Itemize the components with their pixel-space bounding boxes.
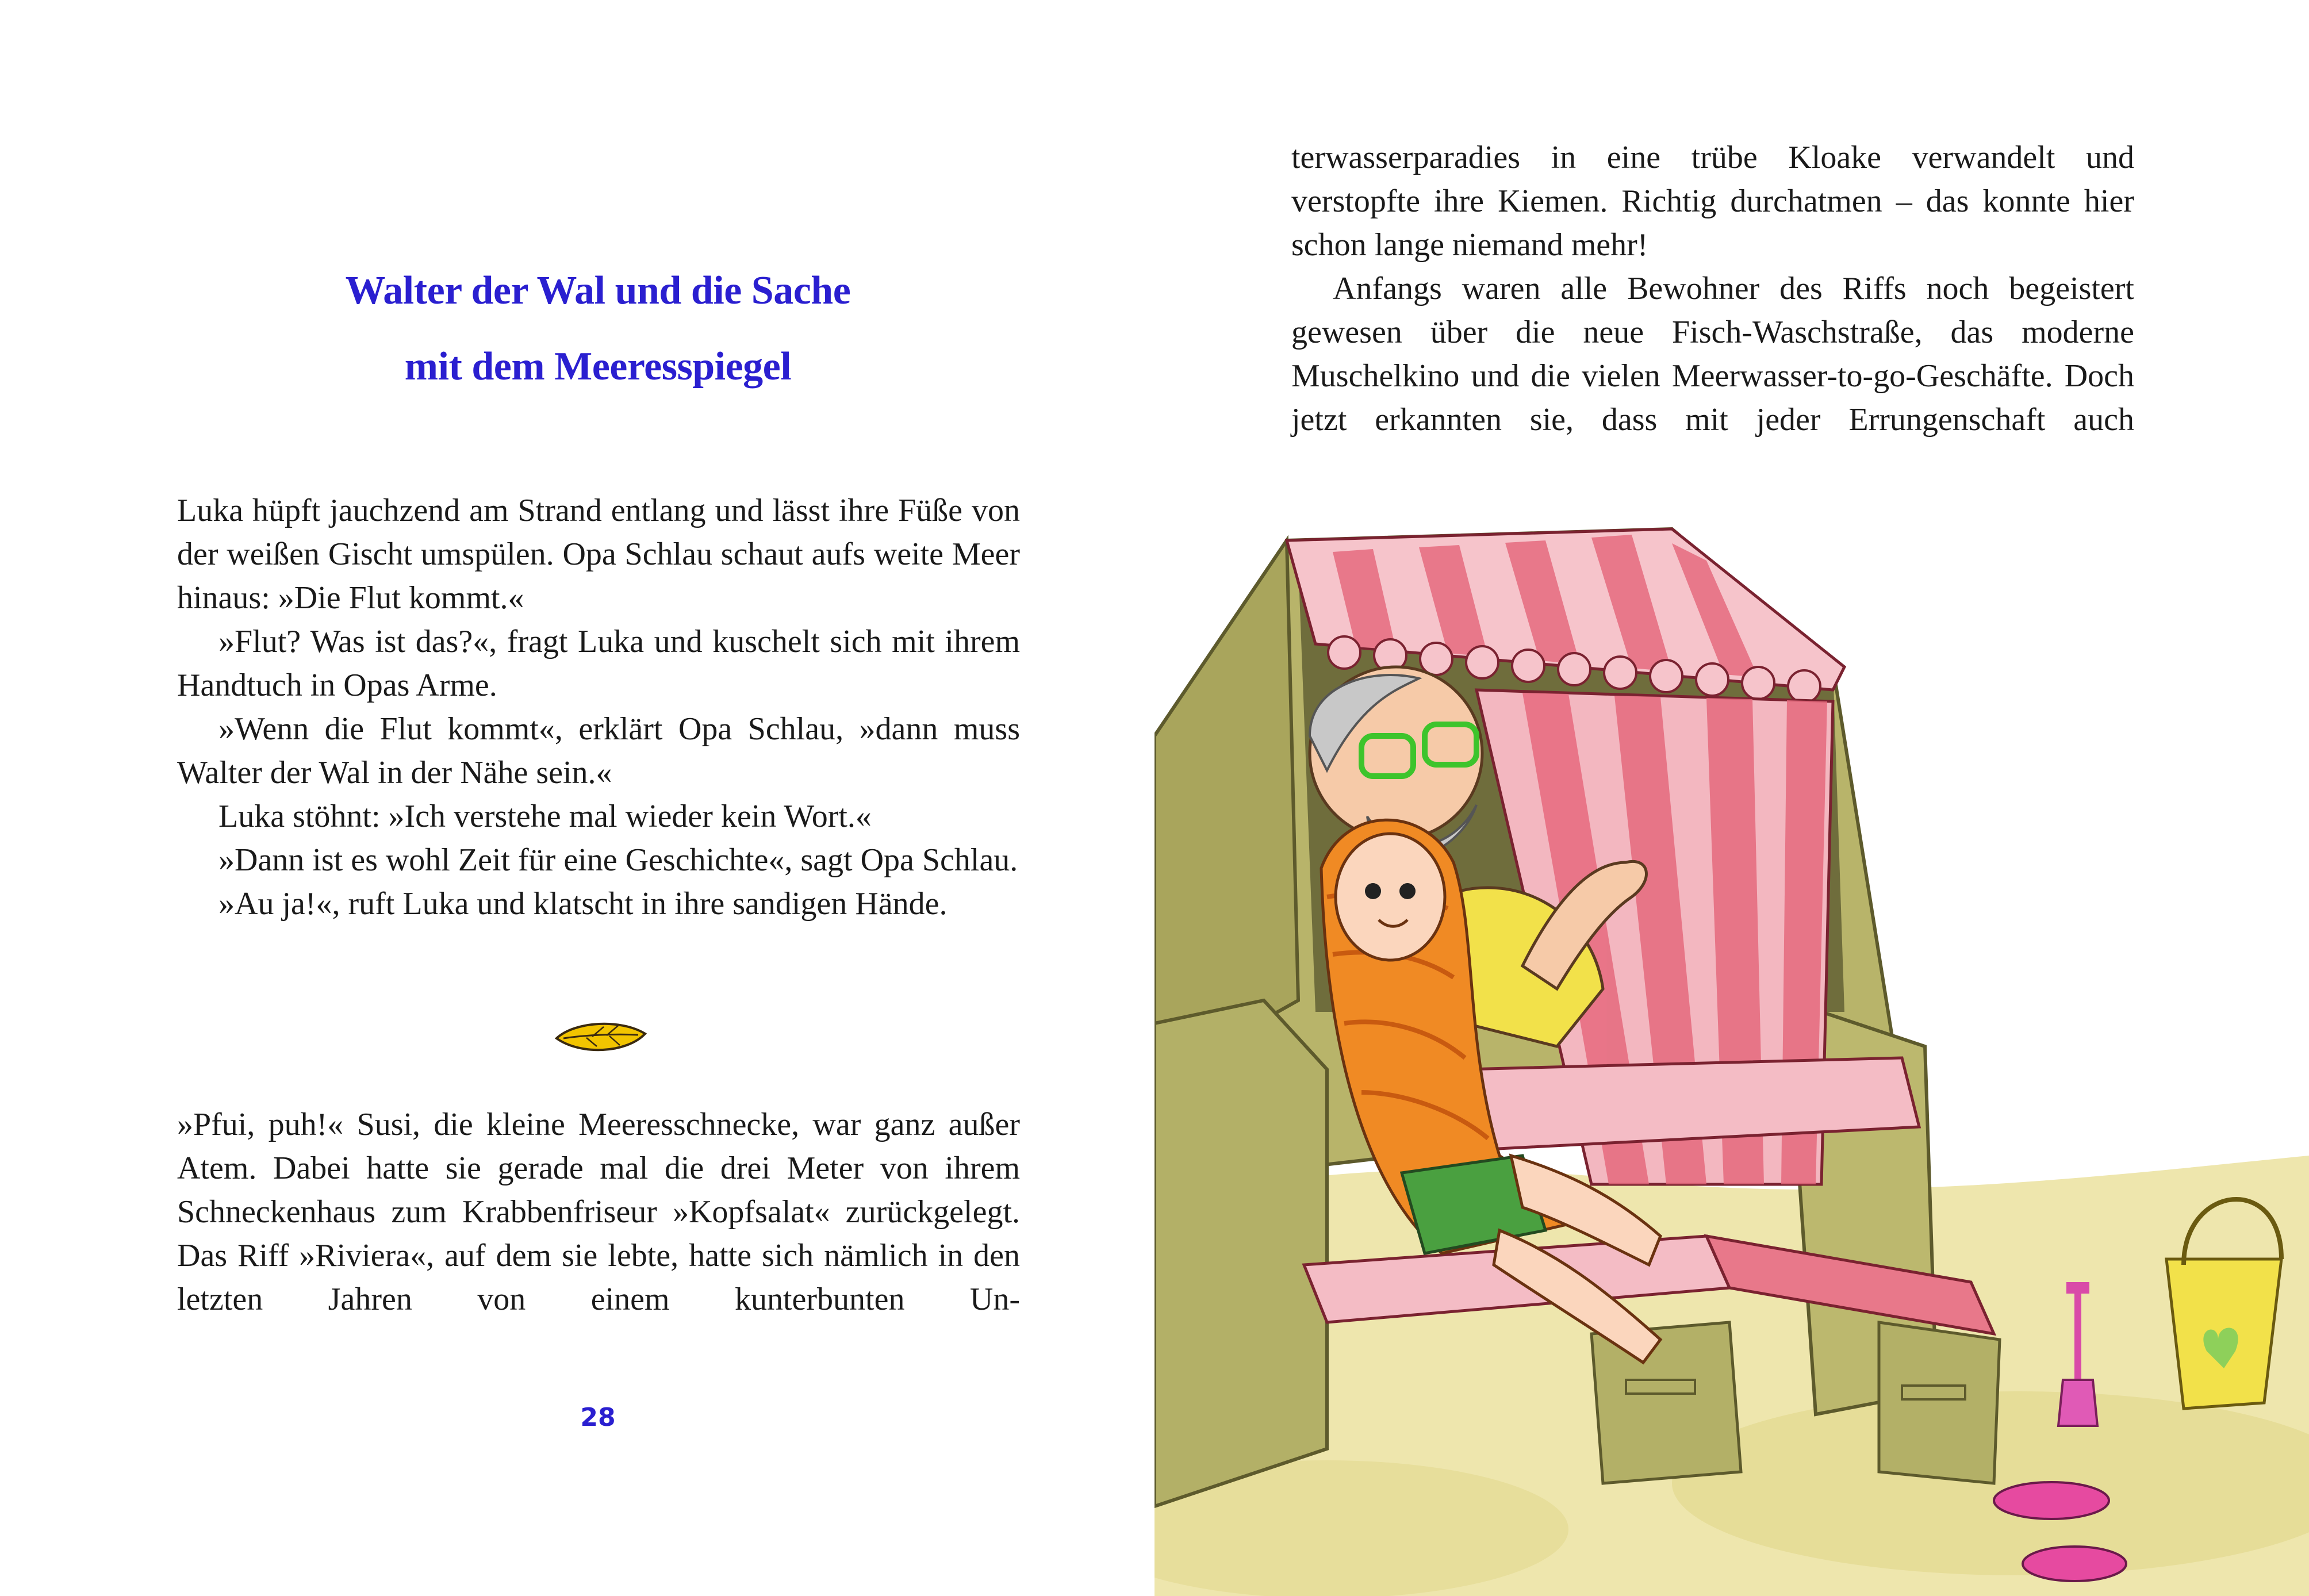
left-page bbox=[0, 0, 1154, 1596]
paragraph: »Au ja!«, ruft Luka und klatscht in ihre sandigen Hände. bbox=[218, 886, 948, 922]
page-number: 28 bbox=[580, 1403, 616, 1432]
paragraph: terwasserparadies in eine trübe Kloake verwandelt und verstopfte ihre Kiemen. Richtig durchatmen – das konnte hier schon lange niemand mehr! bbox=[1291, 140, 2134, 263]
chapter-title-line-2: mit dem Meeresspiegel bbox=[404, 344, 792, 389]
paragraph: Anfangs waren alle Bewohner des Riffs noch begeistert gewesen über die neue Fisch-Waschstraße, das moderne Muschelkino und die vielen Meerwasser-to-go-Geschäfte. Doch jetzt erkannten sie, dass mit jeder Errungenschaft auch bbox=[1291, 271, 2134, 438]
story-intro bbox=[177, 489, 1020, 926]
story-continuation bbox=[1291, 136, 2134, 442]
chapter-title bbox=[172, 253, 1023, 405]
chapter-title-line-1: Walter der Wal und die Sache bbox=[345, 268, 851, 313]
beach-chair-illustration-icon bbox=[1154, 494, 2309, 1596]
leaf-ornament-icon bbox=[552, 1018, 650, 1058]
paragraph: »Flut? Was ist das?«, fragt Luka und kuschelt sich mit ihrem Handtuch in Opas Arme. bbox=[177, 624, 1020, 703]
paragraph: Luka stöhnt: »Ich verstehe mal wieder kein Wort.« bbox=[218, 799, 872, 834]
paragraph: Luka hüpft jauchzend am Strand entlang und lässt ihre Füße von der weißen Gischt umspülen. Opa Schlau schaut aufs weite Meer hinaus: »Die Flut kommt.« bbox=[177, 493, 1020, 616]
story-main bbox=[177, 1103, 1020, 1321]
paragraph: »Pfui, puh!« Susi, die kleine Meeresschnecke, war ganz außer Atem. Dabei hatte sie gerade mal die drei Meter von ihrem Schneckenhaus zum Krabbenfriseur »Kopfsalat« zurückgelegt. Das Riff »Riviera«, auf dem sie lebte, hatte sich nämlich in den letzten Jahren von einem kunterbunten Un- bbox=[177, 1107, 1020, 1317]
paragraph: »Wenn die Flut kommt«, erklärt Opa Schlau, »dann muss Walter der Wal in der Nähe sein.« bbox=[177, 711, 1020, 791]
paragraph: »Dann ist es wohl Zeit für eine Geschichte«, sagt Opa Schlau. bbox=[218, 842, 1018, 878]
